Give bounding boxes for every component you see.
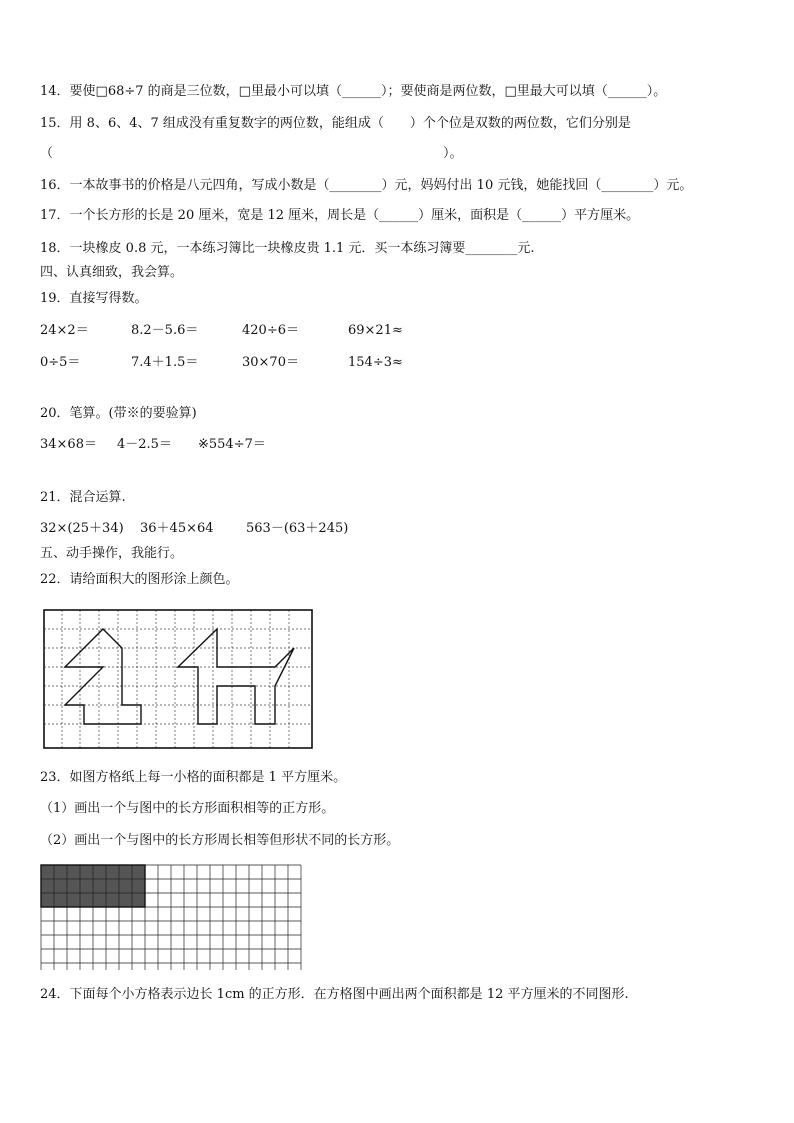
question-23-part2: （2）画出一个与图中的长方形周长相等但形状不同的长方形。	[40, 833, 400, 848]
calc-item: 7.4＋1.5＝	[131, 355, 199, 370]
question-19: 19．直接写得数。	[40, 291, 148, 306]
question-21: 21．混合运算.	[40, 490, 126, 505]
question-20: 20．笔算。(带※的要验算)	[40, 406, 197, 421]
calc-item: 4－2.5＝	[117, 437, 172, 452]
question-16: 16．一本故事书的价格是八元四角，写成小数是（________）元，妈妈付出 10 元钱，她能找回（________）元。	[40, 178, 693, 193]
section-4-heading: 四、认真细致，我会算。	[40, 265, 184, 280]
calc-item: 32×(25＋34)	[40, 521, 124, 536]
question-15-line1: 15．用 8、6、4、7 组成没有重复数字的两位数，能组成（ ）个个位是双数的两位数，它们分别是	[40, 116, 631, 131]
q22-grid-figure	[42, 608, 314, 750]
calc-item: 34×68＝	[40, 437, 97, 452]
question-15-line2: （ ）。	[40, 146, 463, 161]
calc-item: 30×70＝	[242, 355, 299, 370]
calc-item: 8.2－5.6＝	[131, 323, 199, 338]
question-22: 22．请给面积大的图形涂上颜色。	[40, 572, 239, 587]
calc-item: 154÷3≈	[348, 355, 403, 370]
question-23: 23．如图方格纸上每一小格的面积都是 1 平方厘米。	[40, 770, 347, 785]
calc-item: 420÷6＝	[242, 323, 299, 338]
q23-grid-figure	[40, 860, 304, 974]
calc-item: 0÷5＝	[40, 355, 81, 370]
calc-item: 563－(63＋245)	[246, 521, 349, 536]
calc-item: ※554÷7＝	[198, 437, 266, 452]
question-17: 17．一个长方形的长是 20 厘米，宽是 12 厘米，周长是（______）厘米，面积是（______）平方厘米。	[40, 208, 640, 223]
calc-item: 24×2＝	[40, 323, 89, 338]
question-18: 18．一块橡皮 0.8 元，一本练习簿比一块橡皮贵 1.1 元．买一本练习簿要________元.	[40, 241, 535, 256]
calc-item: 36＋45×64	[140, 521, 214, 536]
question-24: 24．下面每个小方格表示边长 1cm 的正方形．在方格图中画出两个面积都是 12 平方厘米的不同图形.	[40, 987, 629, 1002]
section-5-heading: 五、动手操作，我能行。	[40, 546, 184, 561]
question-14: 14．要使□68÷7 的商是三位数，□里最小可以填（______）；要使商是两位数，□里最大可以填（______）。	[40, 84, 667, 99]
calc-item: 69×21≈	[348, 323, 403, 338]
question-23-part1: （1）画出一个与图中的长方形面积相等的正方形。	[40, 801, 335, 816]
